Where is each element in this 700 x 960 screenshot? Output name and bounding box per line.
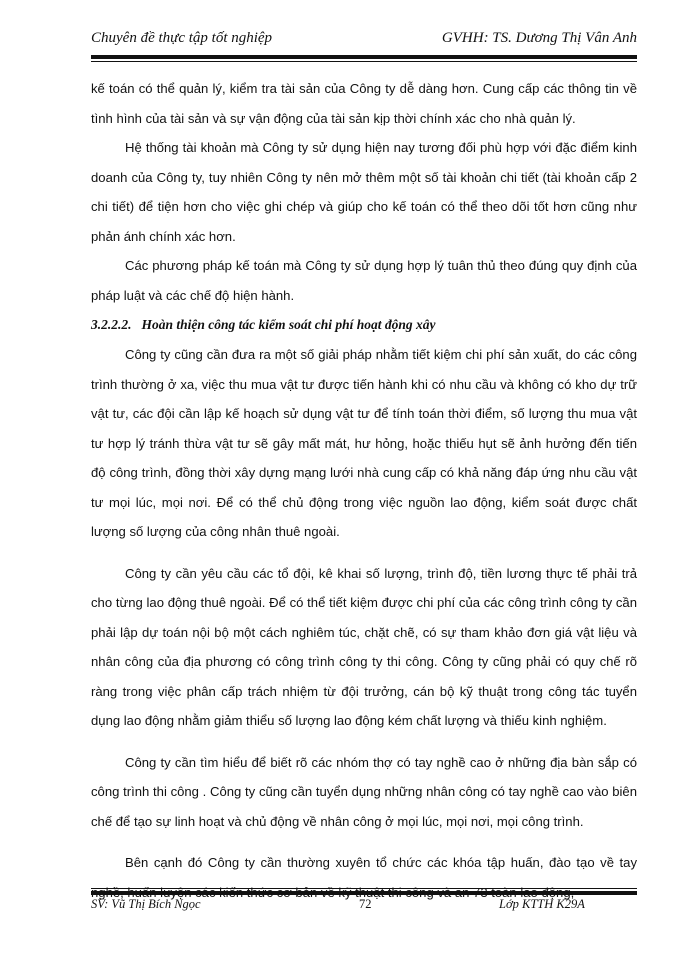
footer-class: Lớp KTTH K29A [499, 897, 585, 911]
footer-rule-thick [91, 891, 637, 895]
paragraph-4: Công ty cũng cần đưa ra một số giải pháp nhằm tiết kiệm chi phí sản xuất, do các công trình thường ở xa, việc thu mua vật tư được tiến hành khi có nhu cầu và không có kho dự trữ vật tư, các đội cần lập kế hoạch sử dụng vật tư để tính toán thời điểm, số lượng thu mua vật tư hợp lý tránh thừa vật tư sẽ gây mất mát, hư hỏng, hoặc thiếu hụt sẽ ảnh hưởng đến tiến độ công trình, đồng thời xây dựng mạng lưới nhà cung cấp có khả năng đáp ứng nhu cầu vật tư mọi lúc, mọi nơi. Để có thể chủ động trong việc nguồn lao động, kiểm soát được chất lượng số lượng của công nhân thuê ngoài. [91, 347, 637, 539]
header-supervisor: GVHH: TS. Dương Thị Vân Anh [441, 30, 637, 46]
paragraph-5: Công ty cần yêu cầu các tổ đội, kê khai số lượng, trình độ, tiền lương thực tế phải trả cho từng lao động thuê ngoài. Để có thể tiết kiệm được chi phí của các công trình công ty cần phải lập dự toán nội bộ một cách nghiêm túc, chặt chẽ, có sự tham khảo đơn giá vật liệu và nhân công của địa phương có công trình công ty thi công. Công ty cũng phải có quy chế rõ ràng trong việc phân cấp trách nhiệm từ đội trưởng, cán bộ kỹ thuật trong công tác tuyển dụng lao động nhằm giảm thiểu số lượng lao động kém chất lượng và thiếu kinh nghiệm. [91, 565, 637, 728]
paragraph-1: kế toán có thể quản lý, kiểm tra tài sản của Công ty dễ dàng hơn. Cung cấp các thông tin về tình hình của tài sản và sự vận động của tài sản kịp thời chính xác cho nhà quản lý. [91, 81, 637, 126]
footer-rule-thin [91, 888, 637, 889]
paragraph-7: Bên cạnh đó Công ty cần thường xuyên tổ chức các khóa tập huấn, đào tạo về tay [125, 855, 637, 870]
section-heading [91, 310, 637, 340]
paragraph-6: Công ty cần tìm hiểu để biết rõ các nhóm thợ có tay nghề cao ở những địa bàn sắp có công trình thi công . Công ty cũng cần tuyển dụng những nhân công có tay nghề cao vào biên chế để tạo sự linh hoạt và chủ động về nhân công ở mọi lúc, mọi nơi, mọi công trình. [91, 754, 637, 829]
header-title: Chuyên đề thực tập tốt nghiệp [91, 30, 273, 46]
section-number: 3.2.2.2. [91, 317, 132, 332]
section-title: Hoàn thiện công tác kiểm soát chi phí hoạt động xây [141, 317, 436, 332]
page-number: 72 [359, 897, 372, 911]
page-header [91, 30, 637, 47]
footer-student: SV: Vũ Thị Bích Ngọc [91, 897, 201, 911]
header-rule-thick [91, 55, 637, 59]
document-body [91, 74, 637, 907]
header-rule-thin [91, 61, 637, 62]
paragraph-2: Hệ thống tài khoản mà Công ty sử dụng hiện nay tương đối phù hợp với đặc điểm kinh doanh của Công ty, tuy nhiên Công ty nên mở thêm một số tài khoản chi tiết (tài khoản cấp 2 chi tiết) để tiện hơn cho việc ghi chép và giúp cho kế toán có thể theo dõi tốt hơn cũng như phản ánh chính xác hơn. [91, 140, 637, 244]
page-footer [91, 897, 637, 912]
paragraph-3: Các phương pháp kế toán mà Công ty sử dụng hợp lý tuân thủ theo đúng quy định của pháp luật và các chế độ hiện hành. [91, 258, 637, 303]
